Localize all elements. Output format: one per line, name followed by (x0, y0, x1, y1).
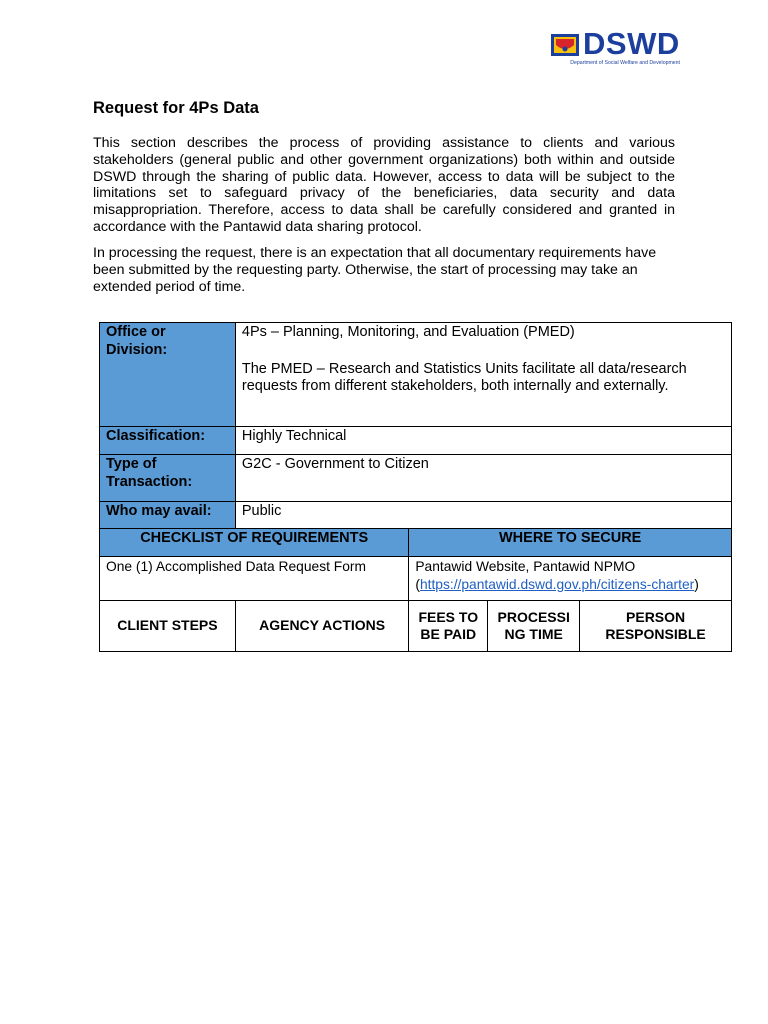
col-client-steps: CLIENT STEPS (100, 601, 236, 652)
dswd-seal-icon (550, 32, 580, 58)
office-row (100, 323, 732, 427)
where-to-secure-value (409, 557, 732, 601)
col-person-responsible: PERSON RESPONSIBLE (580, 601, 732, 652)
transaction-type-value: G2C - Government to Citizen (235, 455, 731, 502)
requirement-row (100, 557, 732, 601)
requirements-header-row (100, 529, 732, 557)
service-table (99, 322, 732, 652)
citizens-charter-link[interactable]: https://pantawid.dswd.gov.ph/citizens-charter (419, 576, 695, 592)
who-may-avail-label: Who may avail: (100, 502, 236, 529)
dswd-logo (550, 28, 680, 68)
logo-wordmark: DSWD (583, 26, 680, 61)
col-fees: FEES TO BE PAID (409, 601, 488, 652)
where-source: Pantawid Website, Pantawid NPMO (415, 559, 636, 574)
requirement-item: One (1) Accomplished Data Request Form (100, 557, 409, 601)
checklist-header: CHECKLIST OF REQUIREMENTS (100, 529, 409, 557)
steps-header-row (100, 601, 732, 652)
office-value (235, 323, 731, 427)
processing-paragraph: In processing the request, there is an expectation that all documentary requirements have been submitted by the requesting party. Otherwise, the start of processing may take an extended period of time. (93, 245, 657, 295)
classification-row (100, 427, 732, 455)
office-name: 4Ps – Planning, Monitoring, and Evaluation (PMED) (241, 324, 575, 340)
intro-paragraph: This section describes the process of providing assistance to clients and various stakeholders (general public and other government organizations) both within and outside DSWD through the sharing of public data. However, access to data will be subject to the limitations set to safeguard privacy of the beneficiaries, data security and data misappropriation. Therefore, access to data shall be carefully considered and granted in accordance with the Pantawid data sharing protocol. (93, 135, 675, 235)
page-title: Request for 4Ps Data (93, 99, 259, 117)
paren-close: ) (694, 576, 699, 592)
logo-subtitle: Department of Social Welfare and Development (570, 60, 680, 66)
where-to-secure-header: WHERE TO SECURE (409, 529, 732, 557)
col-processing-time: PROCESSI NG TIME (488, 601, 580, 652)
office-description: The PMED – Research and Statistics Units facilitate all data/research requests from different stakeholders, both internally and externally. (241, 360, 687, 394)
transaction-type-row (100, 455, 732, 502)
transaction-type-label: Type of Transaction: (100, 455, 236, 502)
classification-label: Classification: (100, 427, 236, 455)
who-may-avail-row (100, 502, 732, 529)
office-label: Office or Division: (100, 323, 236, 427)
classification-value: Highly Technical (235, 427, 731, 455)
paren-open: ( (415, 576, 420, 592)
who-may-avail-value: Public (235, 502, 731, 529)
col-agency-actions: AGENCY ACTIONS (235, 601, 408, 652)
